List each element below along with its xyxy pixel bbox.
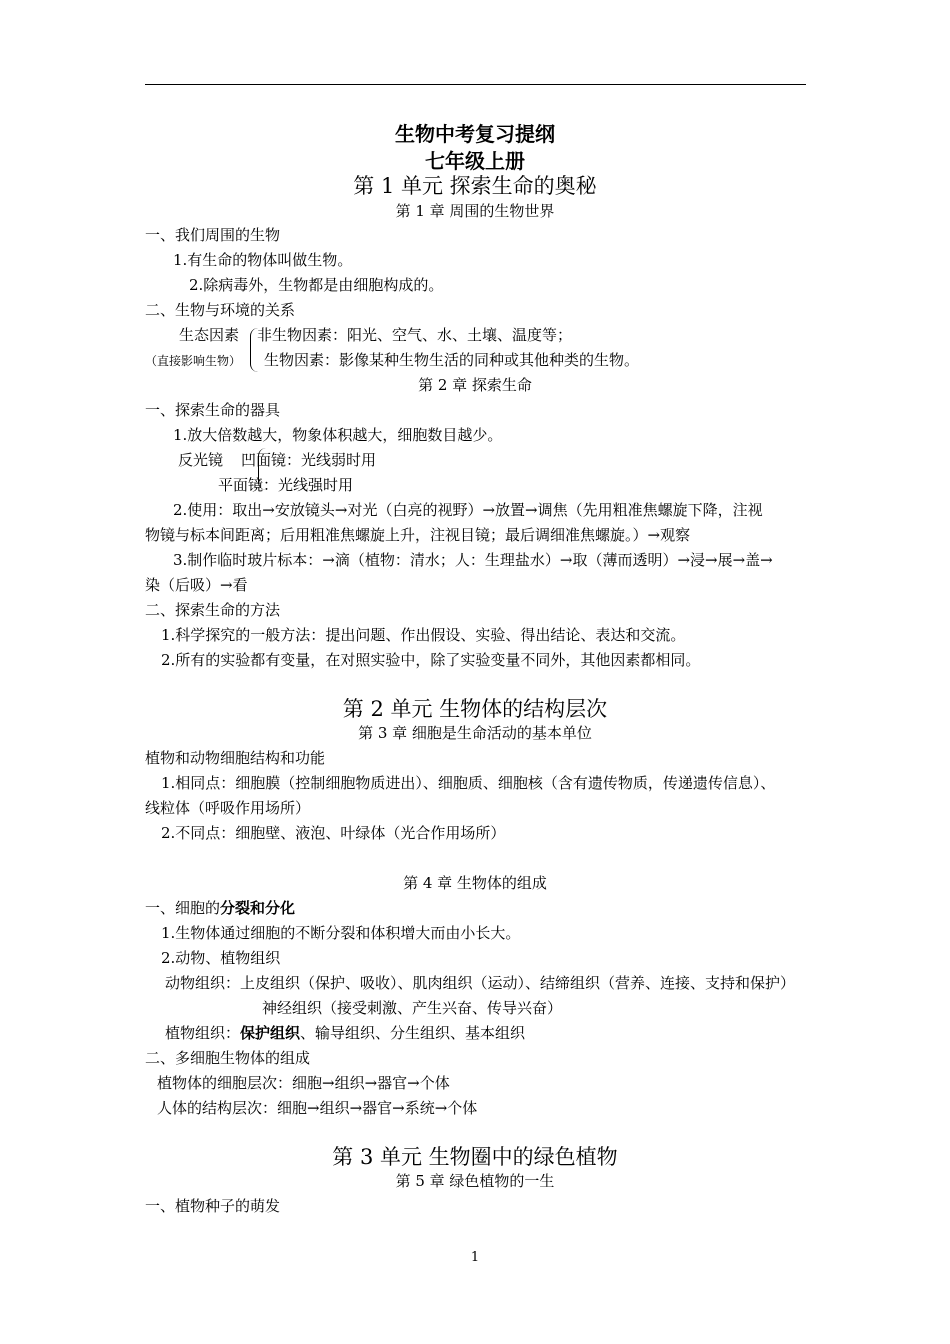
unit-3-heading: 第 3 单元 生物圈中的绿色植物	[332, 1145, 618, 1169]
chapter-4-heading: 第 4 章 生物体的组成	[403, 874, 547, 892]
section-heading: 一、细胞的分裂和分化	[145, 899, 296, 917]
paragraph: 2.使用：取出→安放镜头→对光（白亮的视野）→放置→调焦（先用粗准焦螺旋下降，注视	[173, 501, 763, 519]
unit-2-heading: 第 2 单元 生物体的结构层次	[342, 697, 608, 721]
paragraph: 1.相同点：细胞膜（控制细胞物质进出）、细胞质、细胞核（含有遗传物质，传递遗传信息）、	[161, 774, 776, 792]
chapter-2-heading: 第 2 章 探索生命	[418, 376, 532, 394]
paragraph: 染（后吸）→看	[145, 576, 248, 594]
biotic-factors: 生物因素：影像某种生物生活的同种或其他种类的生物。	[264, 351, 640, 369]
section-heading: 二、生物与环境的关系	[145, 301, 296, 319]
section-heading: 一、我们周围的生物	[145, 226, 281, 244]
doc-title: 生物中考复习提纲	[395, 122, 555, 146]
paragraph: 2.不同点：细胞壁、液泡、叶绿体（光合作用场所）	[161, 824, 506, 842]
paragraph: 2.动物、植物组织	[161, 949, 281, 967]
section-heading: 二、探索生命的方法	[145, 601, 281, 619]
paragraph: 1.有生命的物体叫做生物。	[173, 251, 353, 269]
eco-factor-note: （直接影响生物）	[145, 354, 242, 368]
chapter-3-heading: 第 3 章 细胞是生命活动的基本单位	[358, 724, 592, 742]
section-heading: 一、植物种子的萌发	[145, 1197, 281, 1215]
paragraph: 1.放大倍数越大，物象体积越大，细胞数目越少。	[173, 426, 503, 444]
paragraph: 动物组织：上皮组织（保护、吸收）、肌肉组织（运动）、结缔组织（营养、连接、支持和保护）	[165, 974, 796, 992]
doc-subtitle: 七年级上册	[425, 149, 525, 173]
header-rule	[145, 84, 806, 85]
concave-mirror: 凹面镜：光线弱时用	[241, 451, 377, 469]
section-heading: 二、多细胞生物体的组成	[145, 1049, 311, 1067]
chapter-1-heading: 第 1 章 周围的生物世界	[395, 202, 555, 220]
mirror-label: 反光镜	[178, 451, 224, 469]
unit-1-heading: 第 1 单元 探索生命的奥秘	[353, 174, 597, 198]
paragraph: 2.所有的实验都有变量，在对照实验中，除了实验变量不同外，其他因素都相同。	[161, 651, 701, 669]
paragraph: 植物和动物细胞结构和功能	[145, 749, 326, 767]
eco-factor-label: 生态因素	[179, 326, 240, 344]
flat-mirror: 平面镜：光线强时用	[218, 476, 354, 494]
paragraph: 神经组织（接受刺激、产生兴奋、传导兴奋）	[262, 999, 563, 1017]
paragraph: 3.制作临时玻片标本：→滴（植物：清水；人：生理盐水）→取（薄而透明）→浸→展→盖→	[173, 551, 773, 569]
section-heading: 一、探索生命的器具	[145, 401, 281, 419]
page-number: 1	[470, 1250, 480, 1265]
brace-icon	[250, 350, 259, 372]
paragraph: 物镜与标本间距离；后用粗准焦螺旋上升，注视目镜；最后调细准焦螺旋。）→观察	[145, 526, 691, 544]
paragraph: 人体的结构层次：细胞→组织→器官→系统→个体	[157, 1099, 478, 1117]
paragraph: 线粒体（呼吸作用场所）	[145, 799, 311, 817]
paragraph: 植物体的细胞层次：细胞→组织→器官→个体	[157, 1074, 450, 1092]
paragraph: 1.科学探究的一般方法：提出问题、作出假设、实验、得出结论、表达和交流。	[161, 626, 686, 644]
abiotic-factors: 非生物因素：阳光、空气、水、土壤、温度等；	[257, 326, 573, 344]
chapter-5-heading: 第 5 章 绿色植物的一生	[395, 1172, 555, 1190]
paragraph: 植物组织：保护组织、输导组织、分生组织、基本组织	[165, 1024, 526, 1042]
paragraph: 2.除病毒外，生物都是由细胞构成的。	[189, 276, 444, 294]
paragraph: 1.生物体通过细胞的不断分裂和体积增大而由小长大。	[161, 924, 521, 942]
